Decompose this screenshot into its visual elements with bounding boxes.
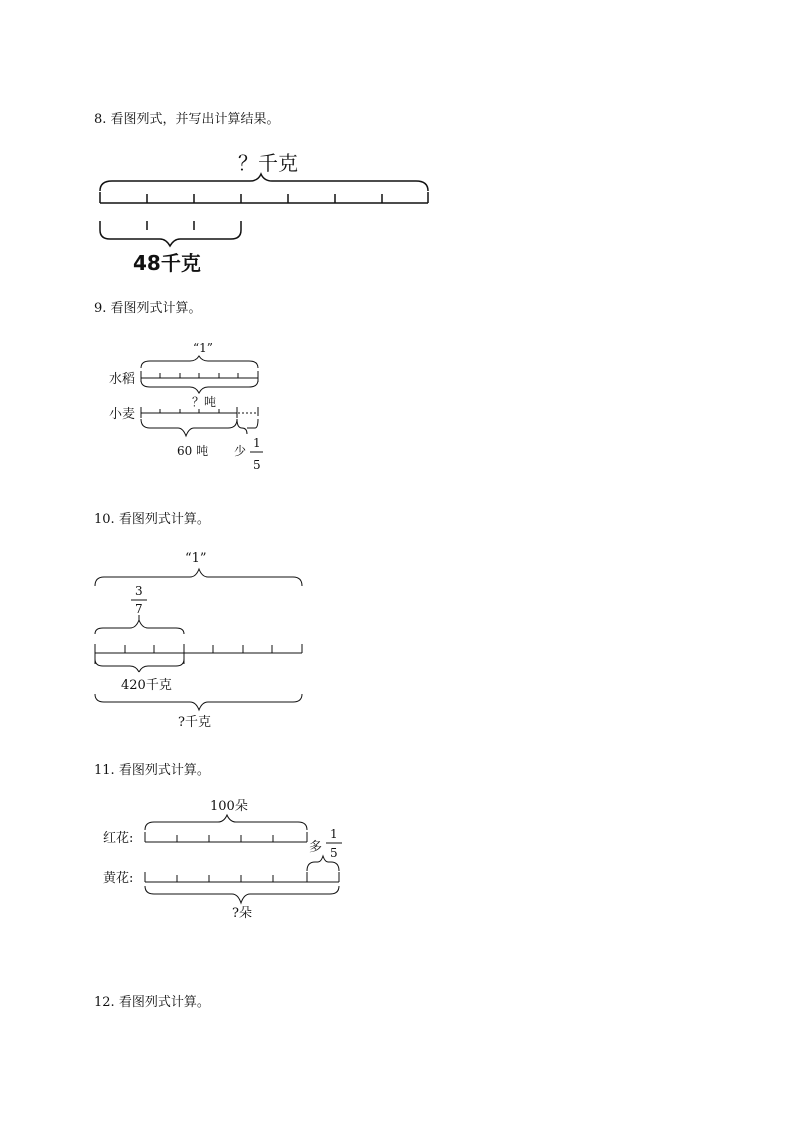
question-prompt: 看图列式计算。 xyxy=(110,301,202,316)
question-number: 12. xyxy=(94,995,115,1010)
fraction-numerator: 3 xyxy=(135,584,143,598)
question-12-text xyxy=(94,991,210,1010)
label-one: “1” xyxy=(193,341,213,355)
label-rice: 水稻 xyxy=(109,372,136,387)
label-count-unknown: ?朵 xyxy=(232,906,252,921)
label-more: 多 xyxy=(309,840,323,855)
question-prompt: 看图列式计算。 xyxy=(118,512,210,527)
question-9-text xyxy=(94,297,202,316)
label-100: 100朵 xyxy=(210,799,248,814)
fraction-numerator: 1 xyxy=(253,436,261,450)
label-tons-unknown: ？吨 xyxy=(192,395,217,409)
question-prompt: 看图列式，并写出计算结果。 xyxy=(110,112,280,127)
top-brace xyxy=(100,174,428,191)
question-10-text xyxy=(94,508,210,527)
question-8-text xyxy=(94,108,280,127)
label-yellow: 黄花: xyxy=(103,871,134,886)
label-red: 红花: xyxy=(103,831,134,846)
label-bottom: 48千克 xyxy=(133,251,201,275)
label-wheat: 小麦 xyxy=(109,407,136,422)
fraction-denominator: 5 xyxy=(330,846,338,860)
label-kg-unknown: ?千克 xyxy=(178,715,211,730)
question-11-text xyxy=(94,759,210,778)
label-60-tons: 60 吨 xyxy=(177,444,209,458)
fraction-numerator: 1 xyxy=(330,827,338,841)
question-number: 8. xyxy=(94,112,107,127)
label-less: 少 xyxy=(234,444,247,458)
bottom-brace xyxy=(100,230,241,246)
label-one: “1” xyxy=(185,551,207,566)
label-420-kg: 420千克 xyxy=(121,678,172,693)
question-prompt: 看图列式计算。 xyxy=(118,763,210,778)
fraction-denominator: 7 xyxy=(135,602,143,616)
fraction-denominator: 5 xyxy=(253,458,261,472)
question-number: 11. xyxy=(94,763,115,778)
question-number: 9. xyxy=(94,301,107,316)
question-number: 10. xyxy=(94,512,115,527)
question-prompt: 看图列式计算。 xyxy=(118,995,210,1010)
label-top: ？千克 xyxy=(238,151,298,175)
